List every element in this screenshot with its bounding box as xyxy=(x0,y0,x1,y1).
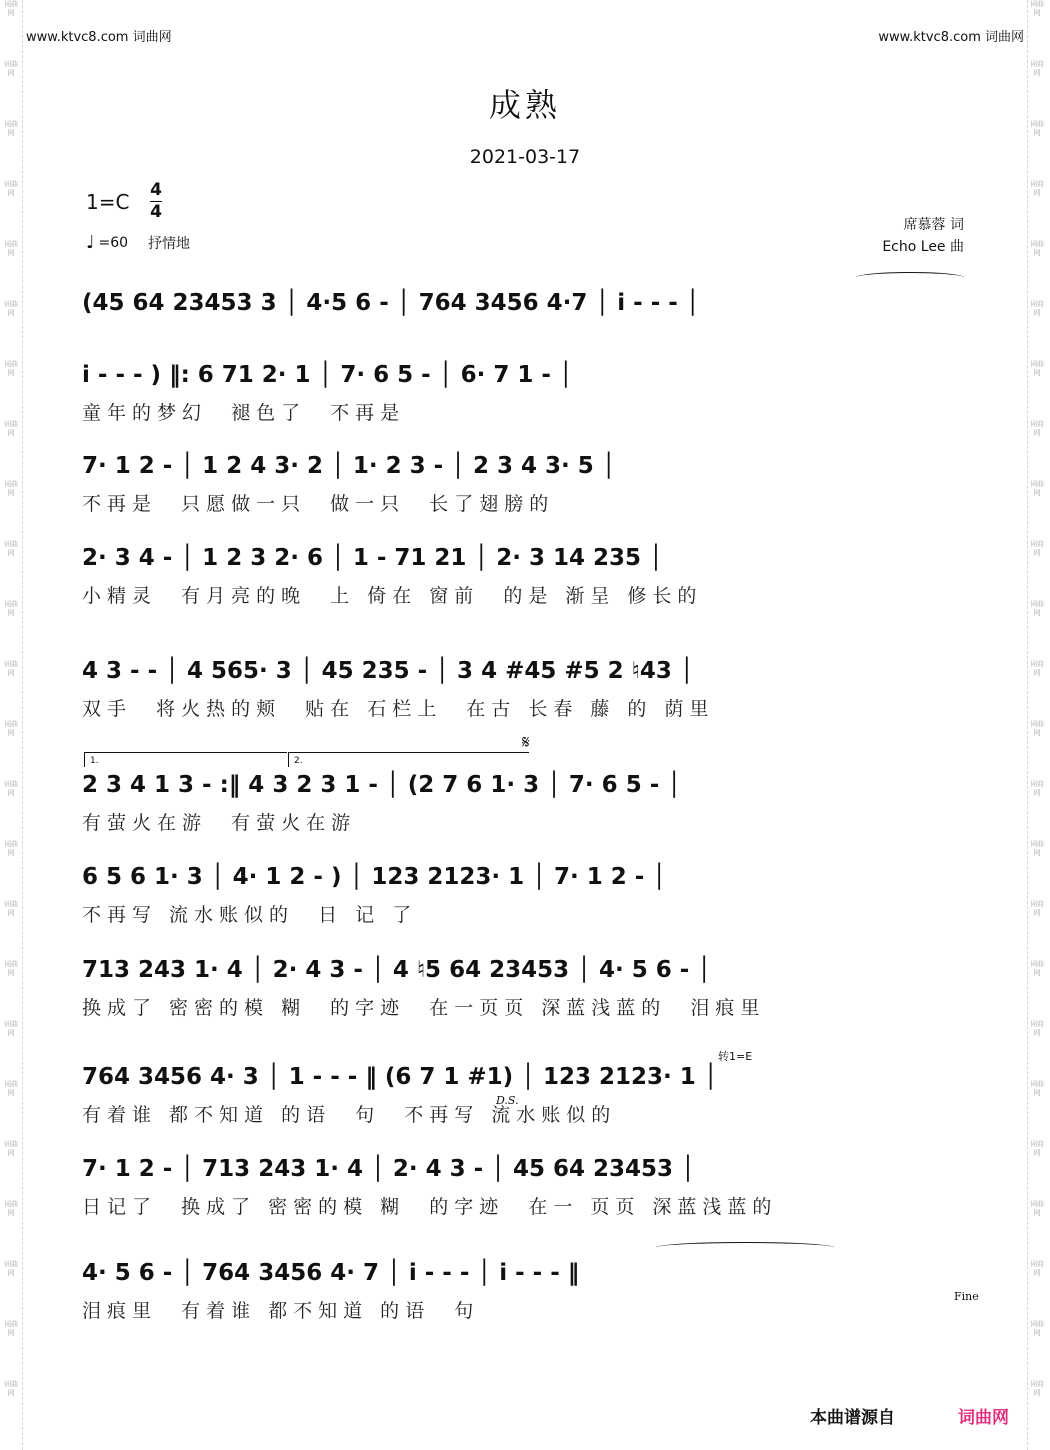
fine-marking: Fine xyxy=(954,1290,979,1303)
lyric-line: 泪痕里 有着谁 都不知道 的语 句 xyxy=(82,1300,480,1322)
side-watermark: 词曲网 xyxy=(4,720,18,737)
side-watermark: 词曲网 xyxy=(1030,600,1044,617)
composer-credit: Echo Lee 曲 xyxy=(882,239,964,255)
side-watermark: 词曲网 xyxy=(4,540,18,557)
quarter-note-icon: ♩ xyxy=(86,232,95,253)
notation-line: 764 3456 4· 3 │ 1 - - - ‖ (6 7 1 #1) │ 123 2123· 1 │ xyxy=(82,1064,718,1090)
lyric-line: 换成了 密密的模 糊 的字迹 在一页页 深蓝浅蓝的 泪痕里 xyxy=(82,997,766,1019)
side-watermark: 词曲网 xyxy=(4,780,18,797)
lyric-line: 不再写 流水账似的 日 记 了 xyxy=(82,904,418,926)
side-watermark: 词曲网 xyxy=(4,840,18,857)
side-watermark: 词曲网 xyxy=(1030,720,1044,737)
side-watermark: 词曲网 xyxy=(1030,1200,1044,1217)
side-watermark: 词曲网 xyxy=(4,300,18,317)
key-signature: 1=C xyxy=(86,190,130,214)
lyric-line: 有萤火在游 有萤火在游 xyxy=(82,812,357,834)
modulation-marking: 转1=E xyxy=(718,1050,753,1063)
side-watermark: 词曲网 xyxy=(1030,300,1044,317)
lyric-line: 日记了 换成了 密密的模 糊 的字迹 在一 页页 深蓝浅蓝的 xyxy=(82,1196,778,1218)
song-date: 2021-03-17 xyxy=(469,146,581,168)
side-watermark: 词曲网 xyxy=(4,960,18,977)
lyric-line: 童年的梦幻 褪色了 不再是 xyxy=(82,402,406,424)
side-watermark: 词曲网 xyxy=(1030,420,1044,437)
site-link-left[interactable]: www.ktvc8.com 词曲网 xyxy=(26,30,172,45)
notation-line: 4 3 - - │ 4 565· 3 │ 45 235 - │ 3 4 #45 #5 2 ♮43 │ xyxy=(82,658,694,684)
notation-line: 4· 5 6 - │ 764 3456 4· 7 │ i - - - │ i - - - ‖ xyxy=(82,1260,580,1286)
side-watermark: 词曲网 xyxy=(4,60,18,77)
side-watermark: 词曲网 xyxy=(1030,1260,1044,1277)
time-signature-top: 4 xyxy=(150,180,162,200)
side-watermark: 词曲网 xyxy=(1030,960,1044,977)
side-watermark: 词曲网 xyxy=(1030,120,1044,137)
side-watermark: 词曲网 xyxy=(1030,1140,1044,1157)
side-watermark: 词曲网 xyxy=(4,1140,18,1157)
side-watermark: 词曲网 xyxy=(1030,540,1044,557)
tie-arc xyxy=(856,272,964,283)
side-watermark: 词曲网 xyxy=(4,1080,18,1097)
side-watermark: 词曲网 xyxy=(4,360,18,377)
notation-line: i - - - ) ‖: 6 71 2· 1 │ 7· 6 5 - │ 6· 7 1 - │ xyxy=(82,362,573,388)
side-watermark: 词曲网 xyxy=(4,1200,18,1217)
side-watermark: 词曲网 xyxy=(1030,1320,1044,1337)
side-watermark: 词曲网 xyxy=(1030,840,1044,857)
side-watermark: 词曲网 xyxy=(4,0,18,17)
side-watermark: 词曲网 xyxy=(4,1380,18,1397)
side-watermark: 词曲网 xyxy=(1030,900,1044,917)
notation-line: 7· 1 2 - │ 1 2 4 3· 2 │ 1· 2 3 - │ 2 3 4 3· 5 │ xyxy=(82,453,616,479)
song-title: 成熟 xyxy=(488,86,561,124)
side-watermark: 词曲网 xyxy=(1030,60,1044,77)
notation-line: 2 3 4 1 3 - :‖ 4 3 2 3 1 - │ (2 7 6 1· 3 │ 7· 6 5 - │ xyxy=(82,772,682,798)
notation-line: 7· 1 2 - │ 713 243 1· 4 │ 2· 4 3 - │ 45 64 23453 │ xyxy=(82,1156,695,1182)
side-watermark: 词曲网 xyxy=(4,240,18,257)
side-watermark: 词曲网 xyxy=(4,900,18,917)
side-watermark: 词曲网 xyxy=(1030,1020,1044,1037)
site-link-right[interactable]: www.ktvc8.com 词曲网 xyxy=(878,30,1024,45)
side-watermark: 词曲网 xyxy=(4,1260,18,1277)
tempo-value: =60 xyxy=(98,234,129,251)
side-watermark: 词曲网 xyxy=(4,480,18,497)
side-watermark: 词曲网 xyxy=(1030,0,1044,17)
side-watermark: 词曲网 xyxy=(1030,1380,1044,1397)
notation-line: 2· 3 4 - │ 1 2 3 2· 6 │ 1 - 71 21 │ 2· 3 14 235 │ xyxy=(82,545,663,571)
side-watermark: 词曲网 xyxy=(4,600,18,617)
side-watermark: 词曲网 xyxy=(1030,660,1044,677)
mood-marking: 抒情地 xyxy=(148,235,191,252)
side-watermark: 词曲网 xyxy=(4,420,18,437)
side-watermark: 词曲网 xyxy=(1030,360,1044,377)
notation-line: 713 243 1· 4 │ 2· 4 3 - │ 4 ♮5 64 23453 │ 4· 5 6 - │ xyxy=(82,957,712,983)
side-watermark: 词曲网 xyxy=(4,120,18,137)
side-watermark: 词曲网 xyxy=(4,1020,18,1037)
notation-line: 6 5 6 1· 3 │ 4· 1 2 - ) │ 123 2123· 1 │ 7· 1 2 - │ xyxy=(82,864,667,890)
source-label: 本曲谱源自 xyxy=(810,1408,895,1428)
side-watermark: 词曲网 xyxy=(1030,1080,1044,1097)
lyric-line: 有着谁 都不知道 的语 句 不再写 流水账似的 xyxy=(82,1104,617,1126)
lyric-line: 双手 将火热的颊 贴在 石栏上 在古 长春 藤 的 荫里 xyxy=(82,698,715,720)
time-signature-bottom: 4 xyxy=(150,202,162,222)
side-watermark: 词曲网 xyxy=(1030,240,1044,257)
volta-bracket-2 xyxy=(288,752,529,767)
ds-marking: D.S. xyxy=(496,1094,519,1107)
volta-label-1: 1. xyxy=(90,756,99,766)
side-watermark: 词曲网 xyxy=(4,1320,18,1337)
side-watermark: 词曲网 xyxy=(4,660,18,677)
lyric-line: 不再是 只愿做一只 做一只 长了翅膀的 xyxy=(82,493,555,515)
notation-line: (45 64 23453 3 │ 4·5 6 - │ 764 3456 4·7 │ i - - - │ xyxy=(82,290,700,316)
lyricist-credit: 席慕蓉 词 xyxy=(903,217,964,233)
volta-label-2: 2. xyxy=(294,756,303,766)
tie-arc-final xyxy=(656,1242,834,1253)
side-watermark: 词曲网 xyxy=(1030,780,1044,797)
side-watermark: 词曲网 xyxy=(1030,180,1044,197)
volta-bracket-1 xyxy=(84,752,287,767)
source-brand-link[interactable]: 词曲网 xyxy=(958,1408,1009,1428)
lyric-line: 小精灵 有月亮的晚 上 倚在 窗前 的是 渐呈 修长的 xyxy=(82,585,703,607)
side-watermark: 词曲网 xyxy=(4,180,18,197)
side-watermark: 词曲网 xyxy=(1030,480,1044,497)
segno-sign: 𝄋 xyxy=(522,732,530,753)
